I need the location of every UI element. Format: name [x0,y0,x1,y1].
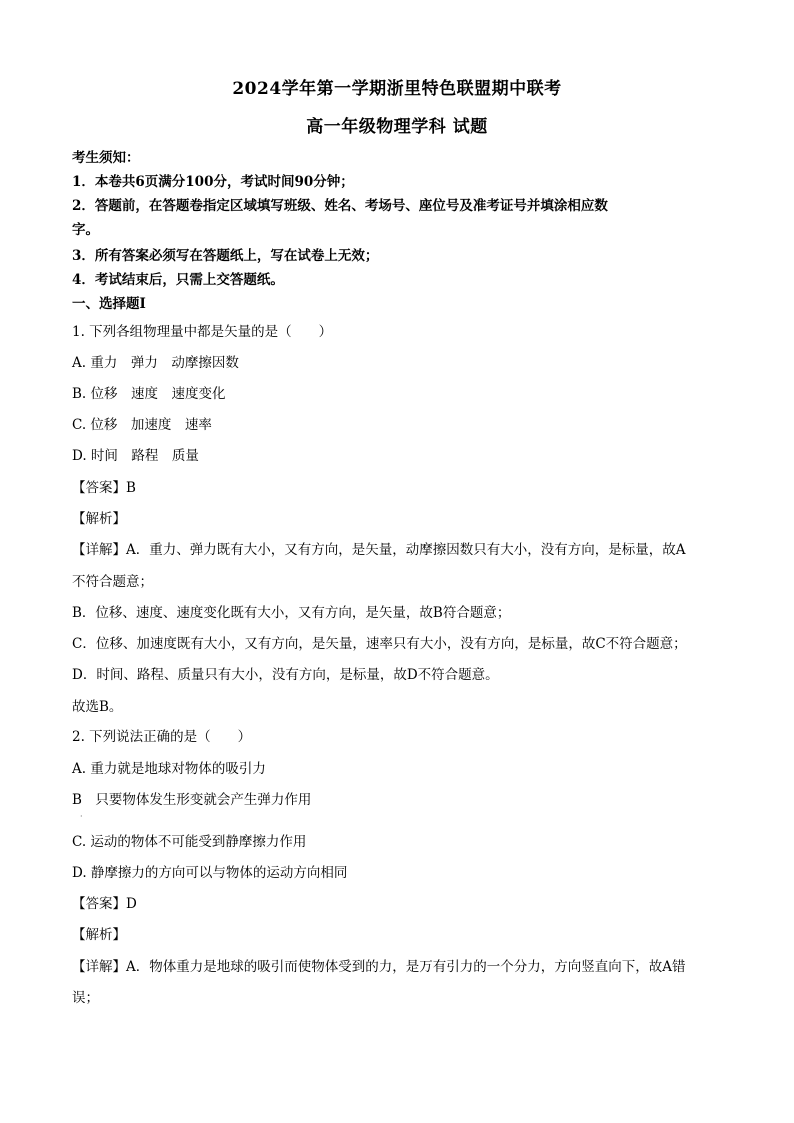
question-2-option-c: C. 运动的物体不可能受到静摩擦力作用 [72,834,307,850]
question-1-option-c: C. 位移 加速度 速率 [72,417,212,433]
question-1-detail-line: B．位移、速度、速度变化既有大小，又有方向，是矢量，故B符合题意； [72,605,511,621]
question-1-detail-line: 不符合题意； [72,574,153,590]
question-2-detail-line: 【详解】A．物体重力是地球的吸引而使物体受到的力，是万有引力的一个分力，方向竖直向下，故A错 [72,959,686,975]
notice-item: 1．本卷共6页满分100分，考试时间90分钟； [72,174,354,190]
question-1-option-d: D. 时间 路程 质量 [72,448,199,464]
question-2-stem: 2. 下列说法正确的是（ ） [72,729,252,745]
exam-title: 2024学年第一学期浙里特色联盟期中联考 [232,79,562,99]
question-1-conclusion: 故选B。 [72,699,123,715]
section-heading: 一、选择题Ⅰ [72,296,146,312]
question-1-analysis-label: 【解析】 [72,511,126,527]
question-1-option-a: A. 重力 弹力 动摩擦因数 [72,355,239,371]
notice-heading: 考生须知： [72,150,140,166]
notice-item: 2．答题前，在答题卷指定区域填写班级、姓名、考场号、座位号及准考证号并填涂相应数 [72,198,608,214]
question-2-option-b: B 只要物体发生形变就会产生弹力作用 [72,792,312,808]
question-2-answer: 【答案】D [72,896,137,912]
question-1-answer: 【答案】B [72,480,136,496]
question-2-option-a: A. 重力就是地球对物体的吸引力 [72,761,266,777]
question-2-analysis-label: 【解析】 [72,927,126,943]
question-1-detail-line: D．时间、路程、质量只有大小，没有方向，是标量，故D不符合题意。 [72,667,499,683]
question-2-option-d: D. 静摩擦力的方向可以与物体的运动方向相同 [72,865,348,881]
notice-item: 4．考试结束后，只需上交答题纸。 [72,272,284,288]
question-1-stem: 1. 下列各组物理量中都是矢量的是（ ） [72,324,333,340]
question-1-option-b: B. 位移 速度 速度变化 [72,386,226,402]
stray-dot: · [80,812,83,821]
notice-item: 3．所有答案必须写在答题纸上，写在试卷上无效； [72,248,379,264]
exam-subtitle: 高一年级物理学科 试题 [306,117,488,137]
question-1-detail-line: C．位移、加速度既有大小，又有方向，是矢量，速率只有大小，没有方向，是标量，故C不符合题意； [72,636,687,652]
question-2-detail-line: 误； [72,990,99,1006]
notice-item: 字。 [72,222,99,238]
question-1-detail-line: 【详解】A．重力、弹力既有大小，又有方向，是矢量，动摩擦因数只有大小，没有方向，是标量，故A [72,542,686,558]
